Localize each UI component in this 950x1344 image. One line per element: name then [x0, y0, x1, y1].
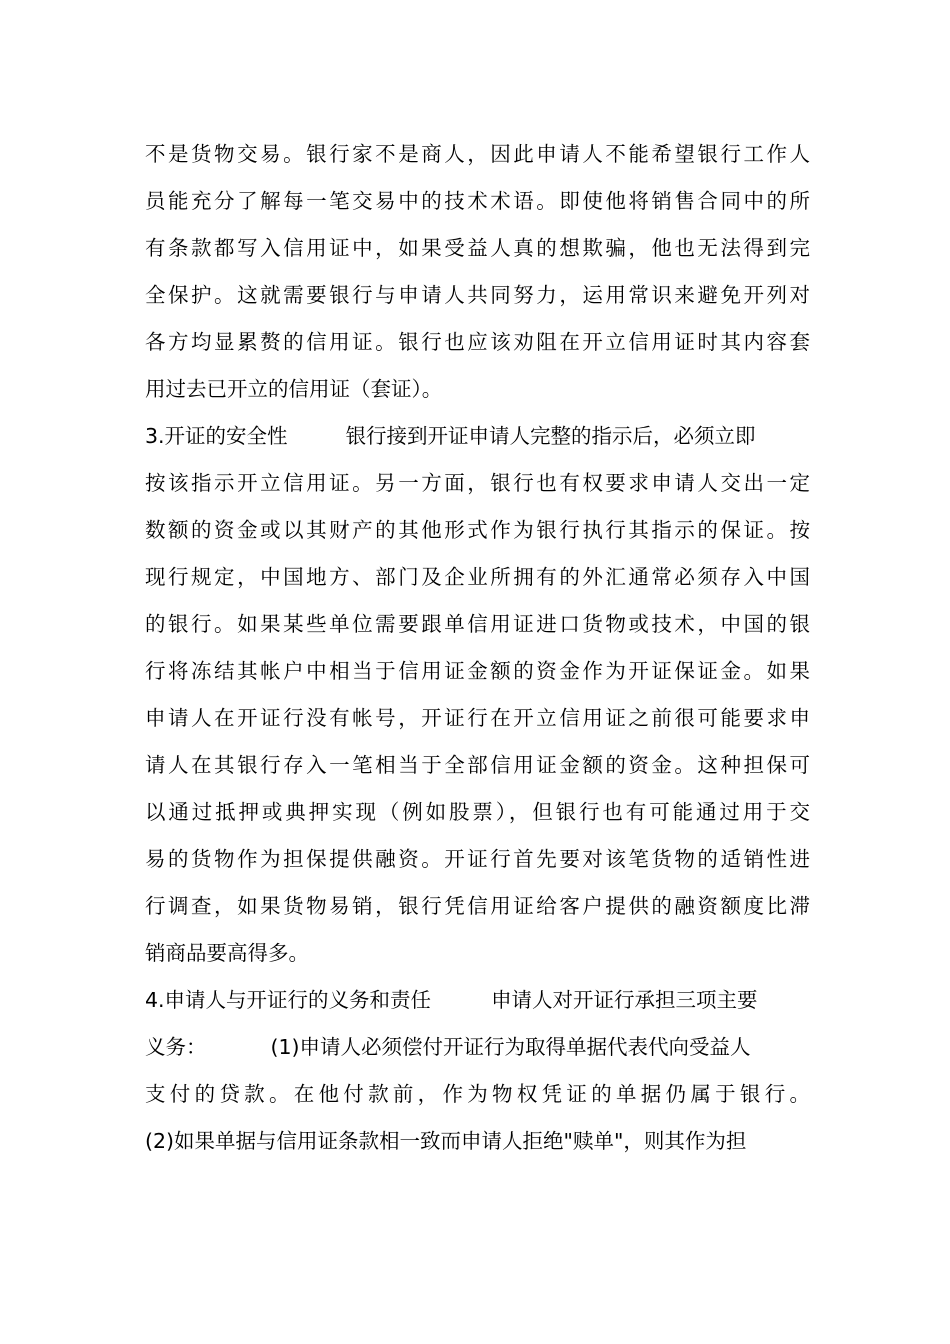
text-line: 行将冻结其帐户中相当于信用证金额的资金作为开证保证金。如果 — [145, 659, 810, 683]
text-line: 行调查，如果货物易销，银行凭信用证给客户提供的融资额度比滞 — [145, 894, 810, 918]
text-line: 的银行。如果某些单位需要跟单信用证进口货物或技术，中国的银 — [145, 612, 810, 636]
text-line: 按该指示开立信用证。另一方面，银行也有权要求申请人交出一定 — [145, 471, 810, 495]
text-line: (2)如果单据与信用证条款相一致而申请人拒绝"赎单"，则其作为担 — [145, 1129, 747, 1153]
text-line: 不是货物交易。银行家不是商人，因此申请人不能希望银行工作人 — [145, 142, 810, 166]
text-line: 用过去已开立的信用证（套证）。 — [145, 377, 443, 401]
text-span: 义务： — [145, 1035, 207, 1059]
text-line: 支付的贷款。在他付款前，作为物权凭证的单据仍属于银行。 — [145, 1082, 810, 1106]
text-span: 申请人对开证行承担三项主要 — [491, 988, 758, 1012]
text-line: 请人在其银行存入一笔相当于全部信用证金额的资金。这种担保可 — [145, 753, 810, 777]
text-line: 现行规定，中国地方、部门及企业所拥有的外汇通常必须存入中国 — [145, 565, 810, 589]
section-line — [145, 1033, 810, 1061]
text-span: 银行接到开证申请人完整的指示后，必须立即 — [345, 424, 756, 448]
section-line — [145, 986, 810, 1014]
text-span: (1)申请人必须偿付开证行为取得单据代表代向受益人 — [270, 1035, 751, 1059]
text-line: 申请人在开证行没有帐号，开证行在开立信用证之前很可能要求申 — [145, 706, 810, 730]
section-heading: 4.申请人与开证行的义务和责任 — [145, 988, 432, 1012]
text-line: 全保护。这就需要银行与申请人共同努力，运用常识来避免开列对 — [145, 283, 810, 307]
text-line: 易的货物作为担保提供融资。开证行首先要对该笔货物的适销性进 — [145, 847, 810, 871]
text-line: 员能充分了解每一笔交易中的技术术语。即使他将销售合同中的所 — [145, 189, 810, 213]
section-heading: 3.开证的安全性 — [145, 424, 288, 448]
text-line: 各方均显累赘的信用证。银行也应该劝阻在开立信用证时其内容套 — [145, 330, 810, 354]
section-line — [145, 422, 810, 450]
text-line: 以通过抵押或典押实现（例如股票），但银行也有可能通过用于交 — [145, 800, 810, 824]
text-line: 有条款都写入信用证中，如果受益人真的想欺骗，他也无法得到完 — [145, 236, 810, 260]
text-line: 销商品要高得多。 — [145, 941, 309, 965]
text-line: 数额的资金或以其财产的其他形式作为银行执行其指示的保证。按 — [145, 518, 810, 542]
